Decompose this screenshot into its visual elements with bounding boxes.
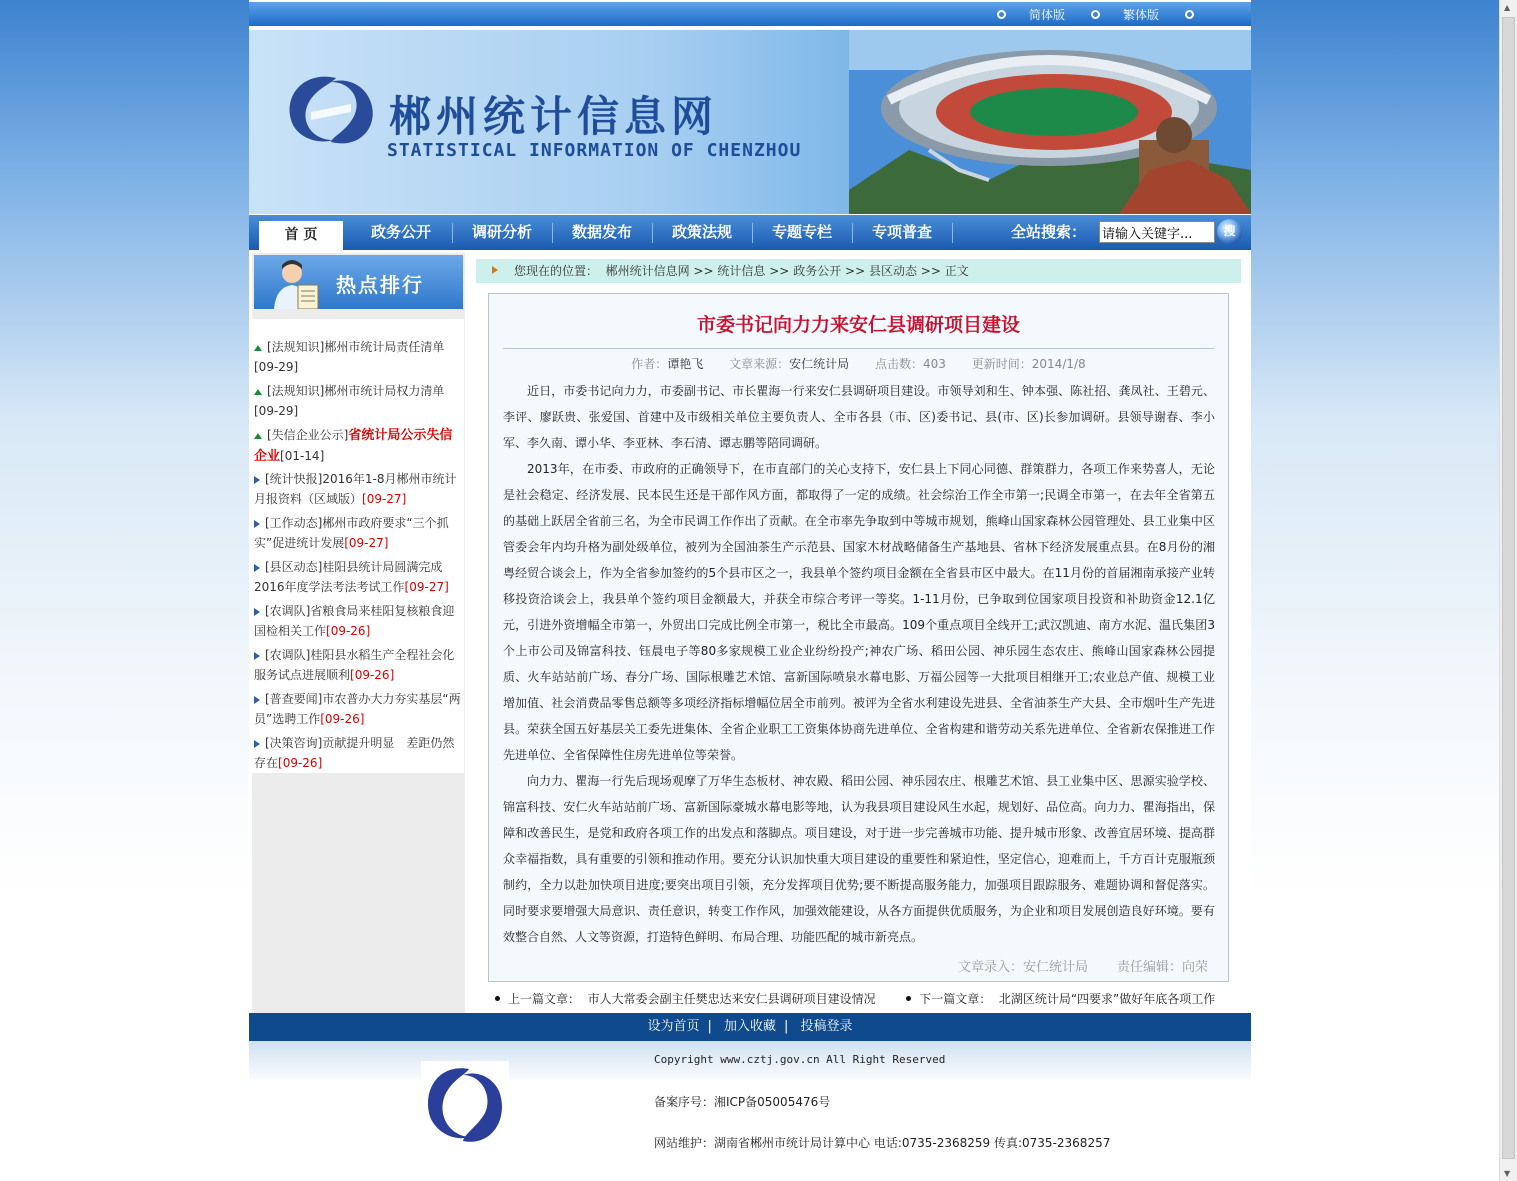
breadcrumb-county-news[interactable]: 县区动态 [868,264,917,278]
arrow-right-icon [254,740,260,748]
bullet-icon [1185,10,1194,19]
site-banner [249,30,1251,214]
bullet-icon [906,996,911,1001]
bullet-icon [495,996,500,1001]
nav-special-topics[interactable]: 专题专栏 [771,223,832,241]
article-panel [488,293,1229,982]
search-button[interactable]: 搜 [1217,219,1242,244]
list-item[interactable]: [决策咨询]贡献提升明显 差距仍然存在[09-26] [254,736,455,770]
nav-separator [952,223,953,243]
search-input[interactable] [1099,221,1215,243]
traditional-link[interactable]: 繁体版 [1123,8,1160,22]
page-scrollbar[interactable] [1499,0,1517,1181]
article-updated: 2014/1/8 [1031,357,1086,371]
article-paragraph: 近日，市委书记向力力，市委副书记、市长瞿海一行来安仁县调研项目建设。市领导刘和生、钟本强、陈社招、龚凤社、王碧元、李评、廖跃贵、张爱国、首建中及市级相关单位主要负责人、全市各县（市、区)委书记、县(市、区)长参加调研。县领导谢春、李小军、李久南、谭小华、李亚林、李石清、谭志鹏等陪同调研。 [503,384,1215,450]
article-paragraph: 2013年，在市委、市政府的正确领导下，在市直部门的关心支持下，安仁县上下同心同德、群策群力，各项工作来势喜人，无论是社会稳定、经济发展、民本民生还是干部作风方面，都取得了一定的成绩。社会综治工作全市第一;民调全市第一，在去年全省第五的基础上跃居全省前三名，为全市民调工作作出了贡献。在全市率先争取到中等城市规划，熊峰山国家森林公园管理处、县工业集中区管委会年内均升格为副处级单位，被列为全国油茶生产示范县、国家木材战略储备生产基地县、省林下经济发展重点县。在8月份的湘粤经贸合谈会上，作为全省参加签约的5个县市区之一，我县单个签约项目金额在全省县市区中最大。在11月份的首届湘南承接产业转移投资洽谈会上，我县单个签约项目金额最大，并获全市综合考评一等奖。1-11月份，已争取到位国家项目投资和补助资金12.1亿元，引进外资增幅全市第一，外贸出口完成比例全市第一，税比全市最高。109个重点项目全线开工;武汉凯迪、南方水泥、温氏集团3个上市公司及锦富科技、钰晨电子等80多家规模工业企业纷纷投产;神农广场、稻田公园、神乐园生态农庄、熊峰山国家森林公园提质、火车站站前广场、春分广场、国际根雕艺术馆、富新国际喷泉水幕电影、万福公园等一大批项目相继开工;农业总产值、规模工业增加值、社会消费品零售总额等多项经济指标增幅位居全市前列。被评为全省水利建设先进县、全省油茶生产大县、全市烟叶生产先进县。荣获全国五好基层关工委先进集体、全省企业职工工资集体协商先进单位、全省构建和谐劳动关系先进单位、全省新农保推进工作先进单位、全省保障性住房先进单位等荣誉。 [503,462,1215,762]
add-favorite-link[interactable]: 加入收藏 [723,1019,776,1034]
breadcrumb-gov-affairs[interactable]: 政务公开 [793,264,842,278]
hot-ranking-sidebar [252,253,465,1013]
list-item[interactable]: [法规知识]郴州市统计局权力清单 [09-29] [254,384,445,418]
location-arrow-icon [492,266,498,274]
arrow-right-icon [254,608,260,616]
set-homepage-link[interactable]: 设为首页 [647,1019,700,1034]
person-clipboard-icon [268,259,324,309]
hot-ranking-header [254,255,463,309]
arrow-right-icon [254,564,260,572]
nav-government-affairs[interactable]: 政务公开 [370,223,431,241]
next-article-link[interactable]: 北湖区统计局“四要求”做好年底各项工作 [998,992,1216,1006]
article-body [503,378,1215,950]
bullet-icon [997,10,1006,19]
site-title-en: STATISTICAL INFORMATION OF CHENZHOU [387,140,802,161]
page-container [249,0,1251,1163]
nav-research-analysis[interactable]: 调研分析 [471,223,532,241]
top-bar [249,2,1251,26]
footer-bar: 设为首页 | 加入收藏 | 投稿登录 [249,1013,1251,1041]
article-source: 安仁统计局 [789,357,850,371]
list-item[interactable]: [县区动态]桂阳县统计局圆满完成2016年度学法考法考试工作[09-27] [254,560,449,594]
icp-text: 备案序号：湘ICP备05005476号 [654,1095,831,1109]
title-divider [503,348,1214,349]
article-paragraph: 向力力、瞿海一行先后现场观摩了万华生态板材、神农殿、稻田公园、神乐园农庄、根雕艺术馆、县工业集中区、思源实验学校、锦富科技、安仁火车站站前广场、富新国际豪城水幕电影等地，认为我县项目建设风生水起，规划好、品位高。向力力、瞿海指出，保障和改善民生，是党和政府各项工作的出发点和落脚点。项目建设，对于进一步完善城市功能、提升城市形象、改善宜居环境、提高群众幸福指数，具有重要的引领和推动作用。要充分认识加快重大项目建设的重要性和紧迫性，坚定信心，迎难而上，千方百计克服瓶颈制约，全力以赴加快项目进度;要突出项目引领，充分发挥项目优势;要不断提高服务能力，加强项目跟踪服务、难题协调和督促落实。同时要求要增强大局意识、责任意识，转变工作作风，加强效能建设，从各方面提供优质服务，为企业和项目发展创造良好环境。要有效整合自然、人文等资源，打造特色鲜明、布局合理、功能匹配的城市新亮点。 [503,774,1215,944]
list-item[interactable]: [统计快报]2016年1-8月郴州市统计月报资料（区域版）[09-27] [254,472,457,506]
nav-data-release[interactable]: 数据发布 [571,223,632,241]
search-label: 全站搜索： [1011,223,1087,241]
list-item[interactable]: [普查要闻]市农普办大力夯实基层“两员”选聘工作[09-26] [254,692,461,726]
arrow-right-icon [254,520,260,528]
article-hits: 403 [923,357,946,371]
breadcrumb-stats-info[interactable]: 统计信息 [717,264,766,278]
hot-ranking-list [252,319,464,773]
scroll-up-icon[interactable]: ▲ [1504,3,1511,12]
article-navigation: 上一篇文章： 市人大常委会副主任樊忠达来安仁县调研项目建设情况 下一篇文章： 北湖区统计局“四要求”做好年底各项工作 [495,990,1255,1007]
list-item[interactable]: [农调队]桂阳县水稻生产全程社会化服务试点进展顺利[09-26] [254,648,455,682]
list-item[interactable]: [工作动态]郴州市政府要求“三个抓实”促进统计发展[09-27] [254,516,449,550]
breadcrumb-text: 您现在的位置： 郴州统计信息网 >> 统计信息 >> 政务公开 >> 县区动态 >> 正文 [514,264,969,278]
maintain-text: 网站维护：湖南省郴州市统计局计算中心 电话:0735-2368259 传真:0735-2368257 [654,1136,1111,1150]
scroll-down-icon[interactable]: ▼ [1504,1169,1511,1178]
breadcrumb-current: 正文 [944,264,969,278]
article-entry: 安仁统计局 [1023,960,1089,975]
breadcrumb [476,259,1241,283]
site-title-cn: 郴州统计信息网 [389,92,719,141]
article-author: 谭艳飞 [667,357,704,371]
arrow-right-icon [254,696,260,704]
list-item[interactable]: [失信企业公示]省统计局公示失信企业[01-14] [254,428,453,464]
trend-up-icon [254,345,262,351]
simplified-link[interactable]: 简体版 [1029,8,1066,22]
article-editor: 向荣 [1181,960,1208,975]
hot-ranking-title: 热点排行 [336,273,424,297]
stadium-image [849,30,1251,214]
scroll-thumb[interactable] [1502,17,1515,1159]
arrow-right-icon [254,476,260,484]
trend-up-icon [254,433,262,439]
trend-up-icon [254,389,262,395]
article-title: 市委书记向力力来安仁县调研项目建设 [696,314,1020,336]
article-footer: 文章录入：安仁统计局 责任编辑：向荣 [958,960,1208,975]
nav-census[interactable]: 专项普查 [871,223,932,241]
main-nav [249,215,1251,250]
article-meta: 作者：谭艳飞 文章来源：安仁统计局 点击数：403 更新时间：2014/1/8 [631,357,1086,371]
list-item[interactable]: [法规知识]郴州市统计局责任清单 [09-29] [254,340,445,374]
prev-article-link[interactable]: 市人大常委会副主任樊忠达来安仁县调研项目建设情况 [587,992,876,1006]
arrow-right-icon [254,652,260,660]
copyright-section [249,1041,1251,1163]
nav-home[interactable]: 首 页 [259,221,343,250]
submit-login-link[interactable]: 投稿登录 [800,1019,853,1034]
site-logo-icon [281,70,381,150]
bullet-icon [1091,10,1100,19]
breadcrumb-home[interactable]: 郴州统计信息网 [605,264,690,278]
copyright-text: Copyright www.cztj.gov.cn All Right Reserved [654,1053,946,1066]
list-item[interactable]: [农调队]省粮食局来桂阳复核粮食迎国检相关工作[09-26] [254,604,455,638]
footer-logo-icon [421,1061,509,1147]
nav-policy-law[interactable]: 政策法规 [671,223,732,241]
